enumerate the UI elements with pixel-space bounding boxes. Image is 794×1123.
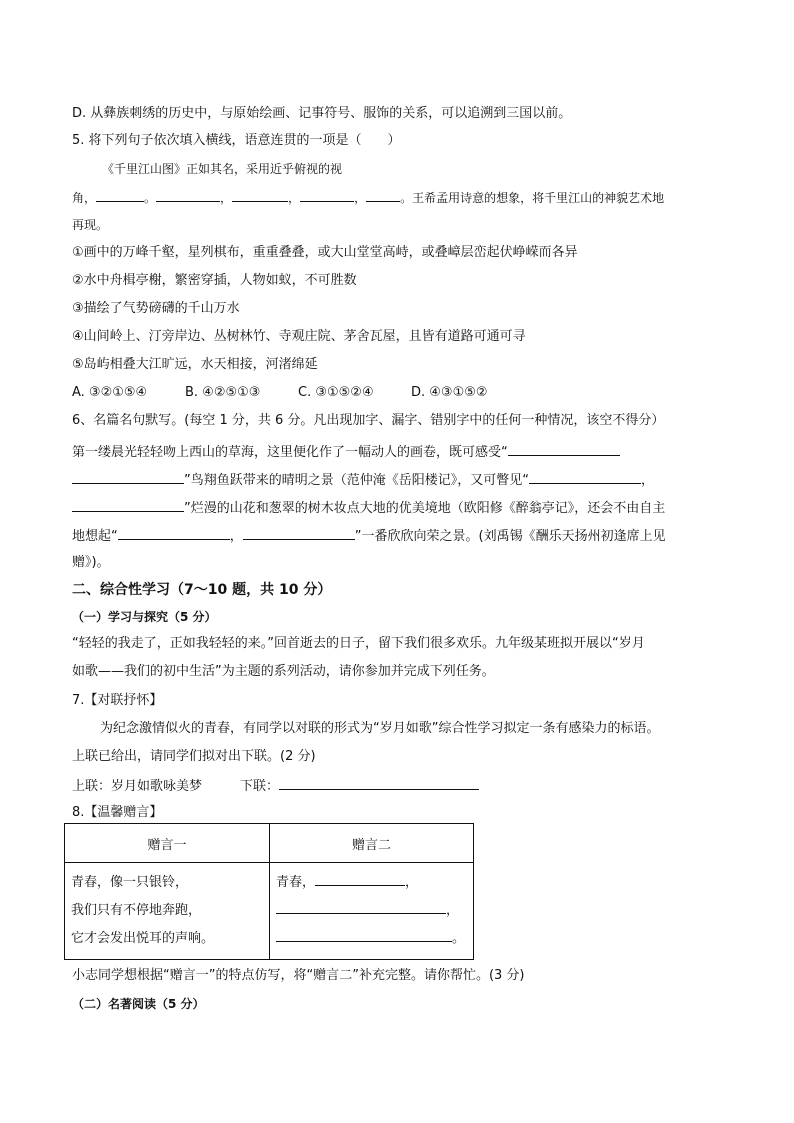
q6-text: 地想起“ xyxy=(72,529,118,544)
sec2-intro-line1: “轻轻的我走了，正如我轻轻的来。”回首逝去的日子，留下我们很多欢乐。九年级某班拟开展以“岁月 xyxy=(72,636,645,651)
gift-two-cell xyxy=(270,863,474,960)
option-d[interactable]: D. ④③①⑤② xyxy=(411,385,488,400)
gift-table xyxy=(64,823,474,960)
q6-line3 xyxy=(72,497,665,519)
q8-title: 8.【温馨赠言】 xyxy=(72,805,163,820)
gift-one-line: 它才会发出悦耳的声响。 xyxy=(71,931,215,946)
gift-blank-2[interactable] xyxy=(276,899,446,914)
q5-item-5: ⑤岛屿相叠大江旷远，水天相接，河渚绵延 xyxy=(72,357,318,372)
punct: ， xyxy=(220,191,233,205)
blank-3[interactable] xyxy=(232,187,288,202)
punct: ， xyxy=(446,903,460,918)
punct: 。 xyxy=(144,191,157,205)
q6-line5: 赠》)。 xyxy=(72,555,110,570)
blank-4[interactable] xyxy=(300,187,354,202)
gift-blank-1[interactable] xyxy=(315,871,405,886)
sec2-intro-line2: 如歌——我们的初中生活”为主题的系列活动，请你参加并完成下列任务。 xyxy=(72,664,495,679)
option-b[interactable]: B. ④②⑤①③ xyxy=(185,385,261,400)
recite-blank-4[interactable] xyxy=(72,497,184,512)
passage-text: 角， xyxy=(72,191,97,205)
q5-passage-line2 xyxy=(72,187,664,208)
q5-passage-line1: 《千里江山图》正如其名，采用近乎俯视的视 xyxy=(102,162,343,176)
gift-header-2: 赠言二 xyxy=(270,824,474,863)
q6-text: ”一番欣欣向荣之景。(刘禹锡《酬乐天扬州初逢席上见 xyxy=(354,529,666,544)
blank-2[interactable] xyxy=(156,187,220,202)
punct: ， xyxy=(288,191,301,205)
q6-line1 xyxy=(72,441,620,463)
gift-header-1: 赠言一 xyxy=(65,824,270,863)
section-2-title: 二、综合性学习（7～10 题，共 10 分） xyxy=(72,582,332,598)
q6-text: 第一缕晨光轻轻吻上西山的草海，这里便化作了一幅动人的画卷，既可感受“ xyxy=(72,445,508,460)
gift-one-cell xyxy=(65,863,270,960)
q4-option-d: D. 从彝族刺绣的历史中，与原始绘画、记事符号、服饰的关系，可以追溯到三国以前。 xyxy=(72,106,572,121)
q7-paragraph-2: 上联已给出，请同学们拟对出下联。(2 分) xyxy=(72,749,316,764)
recite-blank-2[interactable] xyxy=(72,469,184,484)
q7-paragraph-1: 为纪念激情似火的青春，有同学以对联的形式为“岁月如歌”综合性学习拟定一条有感染力的标语。 xyxy=(100,721,660,736)
recite-blank-6[interactable] xyxy=(243,525,355,540)
option-a[interactable]: A. ③②①⑤④ xyxy=(72,385,148,400)
punct: 。 xyxy=(452,931,466,946)
punct: ， xyxy=(354,191,367,205)
q7-couplet xyxy=(72,775,479,797)
q5-item-2: ②水中舟楫亭榭，繁密穿插，人物如蚁，不可胜数 xyxy=(72,273,357,288)
gift-blank-3[interactable] xyxy=(276,927,452,942)
punct: ， xyxy=(405,875,419,890)
option-c[interactable]: C. ③①⑤②④ xyxy=(298,385,374,400)
recite-blank-5[interactable] xyxy=(118,525,230,540)
q5-options xyxy=(72,383,488,403)
gift-two-line xyxy=(276,925,467,953)
q5-item-4: ④山间岭上、汀旁岸边、丛树林竹、寺观庄院、茅舍瓦屋，且皆有道路可通可寻 xyxy=(72,329,526,344)
punct: 。 xyxy=(400,191,413,205)
q6-stem: 6、名篇名句默写。(每空 1 分，共 6 分。凡出现加字、漏字、错别字中的任何一种情况，该空不得分） xyxy=(72,413,665,428)
lower-couplet-blank[interactable] xyxy=(279,775,479,790)
subsection-1-title: （一）学习与探究（5 分） xyxy=(72,610,217,624)
gift-one-line: 青春，像一只银铃， xyxy=(71,875,189,890)
gift-two-text: 青春， xyxy=(276,875,316,890)
subsection-2-title: （二）名著阅读（5 分） xyxy=(72,997,205,1011)
punct: ， xyxy=(229,529,243,544)
q5-passage-line3: 再现。 xyxy=(72,218,109,232)
punct: ， xyxy=(640,473,654,488)
passage-text: 王希孟用诗意的想象，将千里江山的神貌艺术地 xyxy=(412,191,665,205)
blank-5[interactable] xyxy=(366,187,400,202)
q6-line2 xyxy=(72,469,654,491)
q7-title: 7.【对联抒怀】 xyxy=(72,693,163,708)
q8-instruction: 小志同学想根据“赠言一”的特点仿写，将“赠言二”补充完整。请你帮忙。(3 分) xyxy=(72,968,525,983)
gift-two-line xyxy=(276,897,467,925)
blank-1[interactable] xyxy=(96,187,144,202)
gift-two-line xyxy=(276,869,467,897)
q6-text: ”烂漫的山花和葱翠的树木妆点大地的优美境地（欧阳修《醉翁亭记》，还会不由自主 xyxy=(184,501,666,516)
lower-couplet-label: 下联： xyxy=(240,779,280,794)
q6-text: ”鸟翔鱼跃带来的晴明之景（范仲淹《岳阳楼记》，又可瞥见“ xyxy=(184,473,529,488)
q6-line4 xyxy=(72,525,666,547)
recite-blank-1[interactable] xyxy=(508,441,620,456)
q5-item-1: ①画中的万峰千壑，星列棋布，重重叠叠，或大山堂堂高峙，或叠嶂层峦起伏峥嵘而各异 xyxy=(72,245,578,260)
recite-blank-3[interactable] xyxy=(529,469,641,484)
q5-stem: 5. 将下列句子依次填入横线，语意连贯的一项是（ ） xyxy=(72,133,401,148)
q5-item-3: ③描绘了气势磅礴的千山万水 xyxy=(72,301,240,316)
upper-couplet: 上联：岁月如歌咏美梦 xyxy=(72,779,203,794)
gift-one-line: 我们只有不停地奔跑， xyxy=(71,903,202,918)
